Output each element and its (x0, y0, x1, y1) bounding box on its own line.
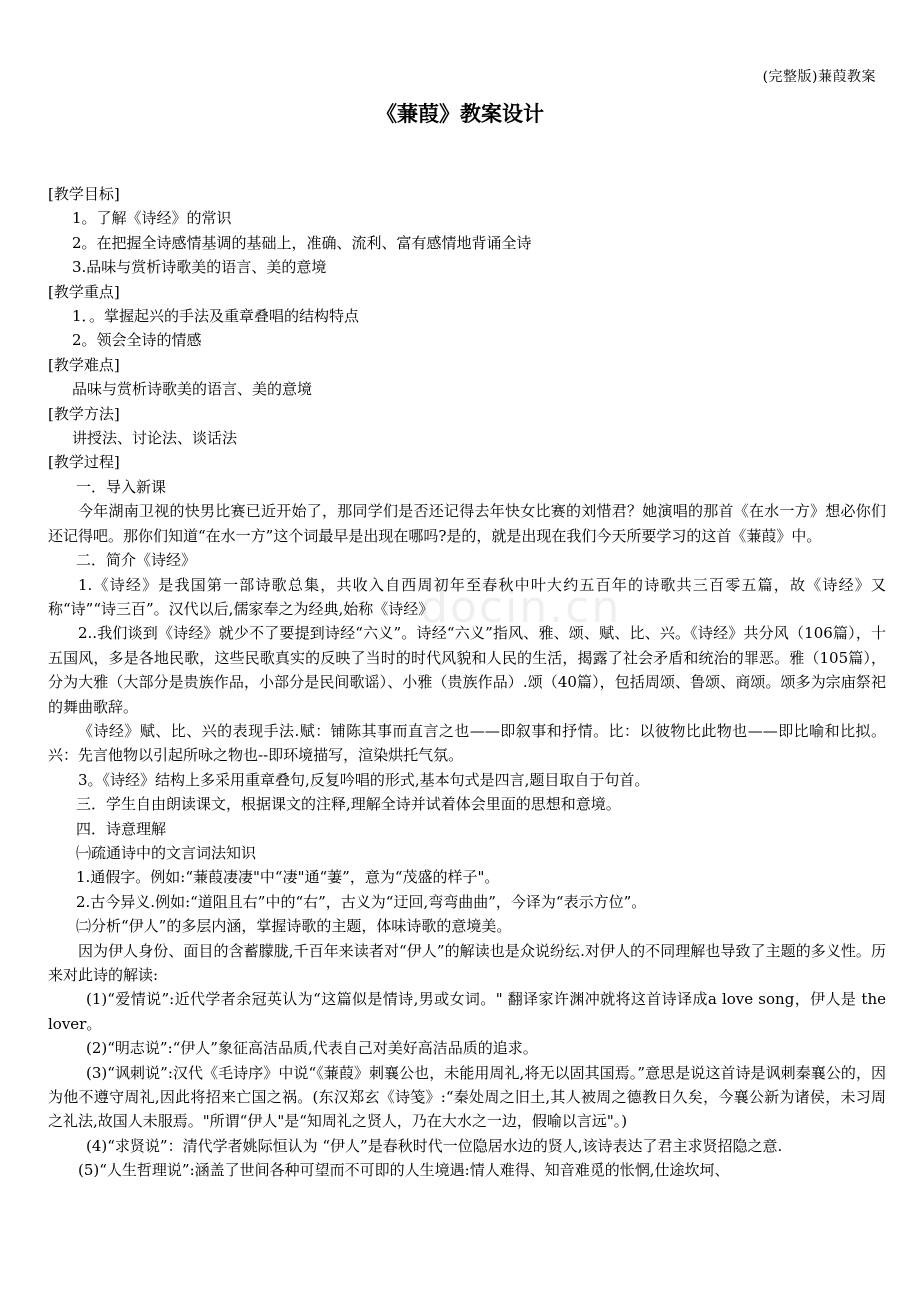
body-line: 1.《诗经》是我国第一部诗歌总集，共收入自西周初年至春秋中叶大约五百年的诗歌共三百零五篇，故《诗经》又称“诗”“诗三百”。汉代以后,儒家奉之为经典,始称《诗经》 (48, 575, 886, 618)
body-line: 2.古今异义.例如:“道阻且右”中的“右”，古义为“迂回,弯弯曲曲”，今译为“表示方位”。 (76, 892, 647, 911)
body-line: (4)“求贤说”：清代学者姚际恒认为 “伊人”是春秋时代一位隐居水边的贤人,该诗表达了君主求贤招隐之意. (86, 1136, 783, 1155)
section-heading: [教学方法] (48, 404, 120, 423)
body-line: ㈡分析“伊人”的多层内涵，掌握诗歌的主题，体味诗歌的意境美。 (76, 917, 512, 936)
section-heading: [教学重点] (48, 282, 120, 301)
body-line: (1)“爱情说”:近代学者余冠英认为“这篇似是情诗,男或女词。" 翻译家许渊冲就将这首诗译成a love song，伊人是 the lover。 (48, 990, 886, 1033)
body-line: 品味与赏析诗歌美的语言、美的意境 (72, 380, 313, 399)
body-line: ㈠疏通诗中的文言词法知识 (76, 843, 257, 862)
body-line: 今年湖南卫视的快男比赛已近开始了，那同学们是否还记得去年快女比赛的刘惜君？她演唱的那首《在水一方》想必你们还记得吧。那你们知道“在水一方”这个词最早是出现在哪吗?是的，就是出现在我们今天所要学习的这首《蒹葭》中。 (48, 502, 886, 545)
body-line: 讲授法、讨论法、谈话法 (72, 429, 238, 448)
page-header: (完整版)蒹葭教案 (762, 69, 876, 85)
section-heading: [教学过程] (48, 453, 120, 472)
body-line: (3)“讽刺说”:汉代《毛诗序》中说“《蒹葭》刺襄公也，未能用周礼,将无以固其国焉。”意思是说这首诗是讽刺秦襄公的，因为他不遵守周礼,因此将招来亡国之祸。(东汉郑玄《诗笺》:“秦处周之旧土,其人被周之德教日久矣，今襄公新为诸侯，未习周之礼法,故国人未服焉。"所谓“伊人"是“知周礼之贤人，乃在大水之一边，假喻以言远"。) (48, 1063, 886, 1131)
body-line: 《诗经》赋、比、兴的表现手法.赋：铺陈其事而直言之也——即叙事和抒情。比：以彼物比此物也——即比喻和比拟。兴：先言他物以引起所咏之物也--即环境描写，渲染烘托气氛。 (48, 721, 886, 765)
body-line: 三．学生自由朗读课文，根据课文的注释,理解全诗并试着体会里面的思想和意境。 (76, 795, 621, 814)
body-line: 一．导入新课 (76, 477, 167, 496)
body-line: 2。在把握全诗感情基调的基础上，准确、流利、富有感情地背诵全诗 (72, 233, 532, 252)
section-heading: [教学目标] (48, 185, 120, 203)
body-line: 1。了解《诗经》的常识 (72, 209, 232, 228)
body-line: 2..我们谈到《诗经》就少不了要提到诗经“六义”。诗经“六义”指风、雅、颂、赋、比、兴。《诗经》共分风（106篇），十五国风，多是各地民歌，这些民歌真实的反映了当时的时代风貌和人民的生活，揭露了社会矛盾和统治的罪恶。雅（105篇），分为大雅（大部分是贵族作品，小部分是民间歌谣）、小雅（贵族作品）.颂（40篇），包括周颂、鲁颂、商颂。颂多为宗庙祭祀的舞曲歌辞。 (48, 624, 886, 716)
watermark: docin.cn (420, 582, 622, 633)
document-body (48, 182, 886, 1183)
body-line: 二．简介《诗经》 (76, 551, 197, 570)
body-line: 因为伊人身份、面目的含蓄朦胧,千百年来读者对“伊人”的解读也是众说纷纭.对伊人的不同理解也导致了主题的多义性。历来对此诗的解读: (48, 941, 886, 984)
document-title: 《蒹葭》教案设计 (376, 101, 544, 126)
body-line: 四．诗意理解 (76, 819, 167, 838)
body-line: 3。《诗经》结构上多采用重章叠句,反复吟唱的形式,基本句式是四言,题目取自于句首。 (78, 770, 650, 789)
body-line: 1．。掌握起兴的手法及重章叠唱的结构特点 (72, 307, 360, 326)
section-heading: [教学难点] (48, 355, 120, 374)
body-line: (5)“人生哲理说”:涵盖了世间各种可望而不可即的人生境遇:情人难得、知音难觅的怅惘,仕途坎坷、 (78, 1161, 730, 1180)
body-line: (2)“明志说”:“伊人”象征高洁品质,代表自己对美好高洁品质的追求。 (86, 1039, 538, 1058)
body-line: 2。领会全诗的情感 (72, 331, 202, 350)
body-line: 3.品味与赏析诗歌美的语言、美的意境 (72, 258, 327, 277)
body-line: 1.通假字。例如:“蒹葭凄凄"中“凄"通“萋”，意为“茂盛的样子"。 (76, 868, 500, 887)
